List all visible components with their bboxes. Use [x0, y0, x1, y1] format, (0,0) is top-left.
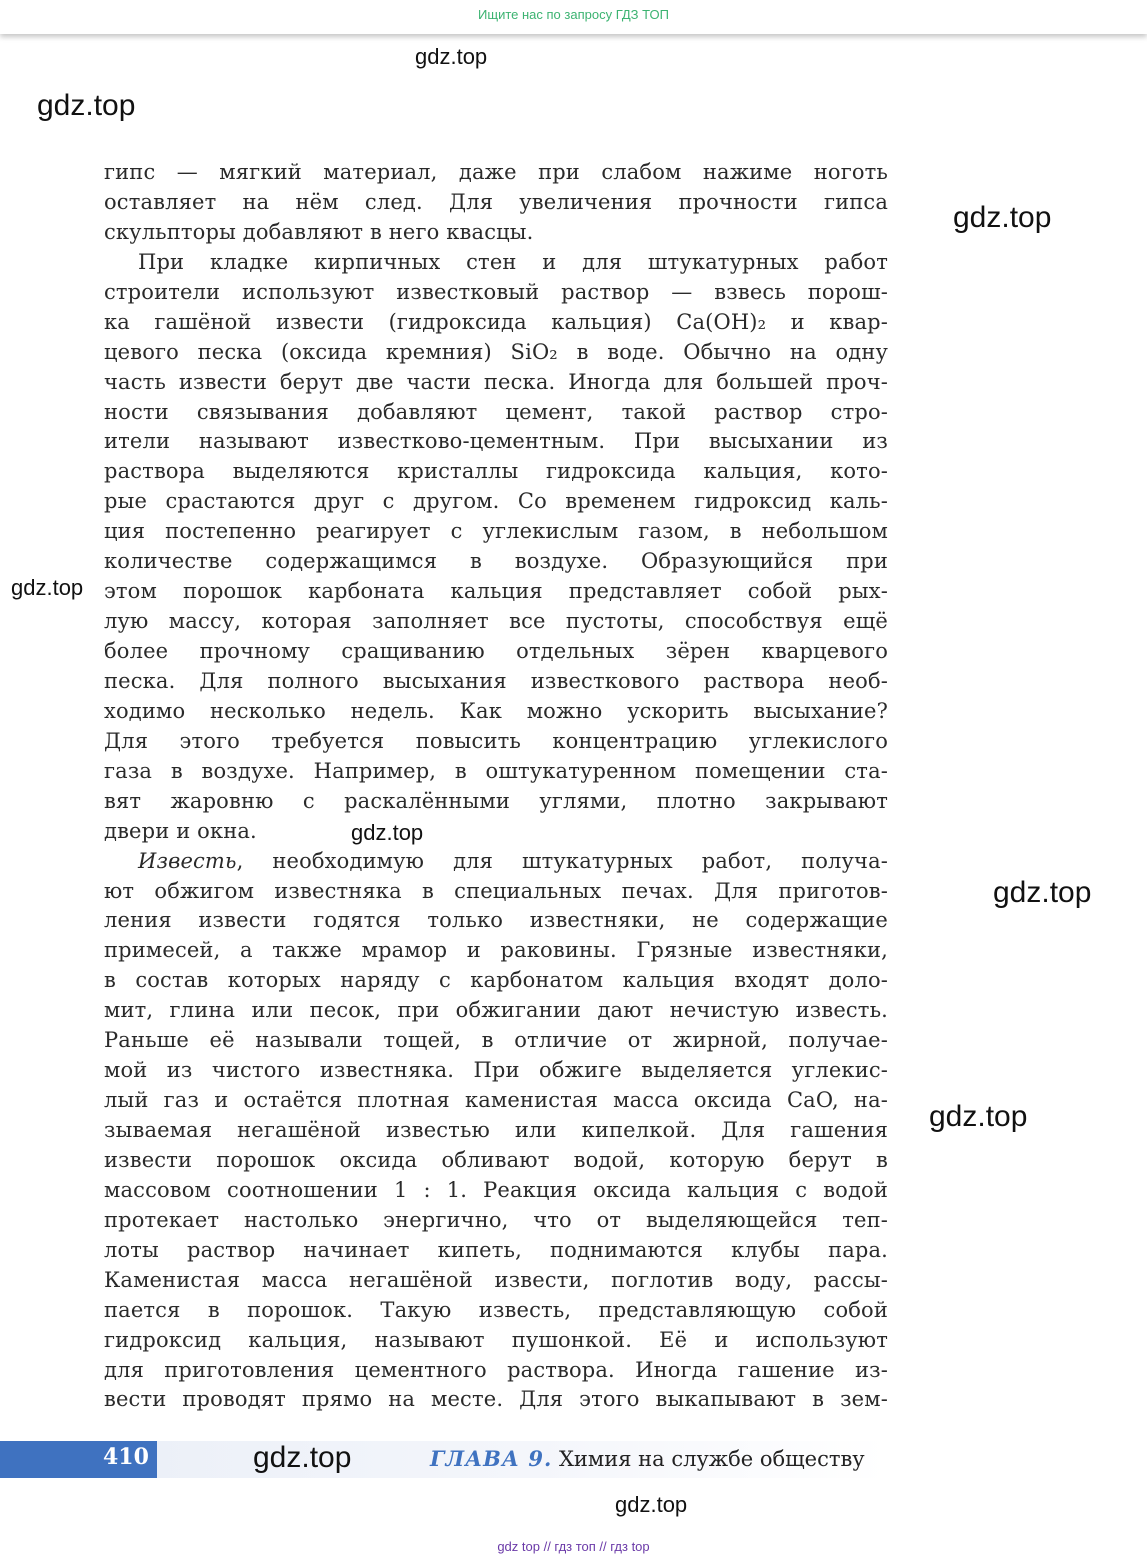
text-line: ходимо несколько недель. Как можно ускорить высыхание? [104, 698, 888, 723]
text-line: зываемая негашёной известью или кипелкой. Для гашения [104, 1118, 888, 1142]
text-line: раствора выделяются кристаллы гидроксида кальция, кото- [104, 459, 888, 484]
top-banner [0, 0, 1147, 34]
text-line: ности связывания добавляют цемент, такой раствор стро- [104, 399, 888, 424]
text-line: ители называют известково-цементным. При высыхании из [104, 429, 888, 454]
text-line: лый газ и остаётся плотная каменистая масса оксида CaO, на- [104, 1088, 888, 1113]
text-line: строители используют известковый раствор — взвесь порош- [104, 279, 888, 304]
text-line: вести проводят прямо на месте. Для этого выкапывают в зем- [104, 1387, 888, 1412]
watermark: gdz.top [953, 201, 1052, 234]
text-line: гидроксид кальция, называют пушонкой. Её и используют [104, 1327, 888, 1352]
text-line: оставляет на нём след. Для увеличения прочности гипса [104, 189, 888, 214]
text-line: Каменистая масса негашёной извести, поглотив воду, рассы- [104, 1267, 888, 1292]
text-line: извести порошок оксида обливают водой, которую берут в [104, 1147, 888, 1172]
chapter-title: Химия на службе обществу [558, 1447, 865, 1471]
text-line: ют обжигом известняка в специальных печах. Для приготов- [104, 878, 888, 903]
text-line: ция постепенно реагирует с углекислым газом, в небольшом [104, 519, 888, 544]
chapter-label: ГЛАВА 9. [430, 1446, 553, 1471]
text-line: этом порошок карбоната кальция представляет собой рых- [104, 579, 888, 604]
text-line: мит, глина или песок, при обжигании дают нечистую известь. [104, 998, 888, 1023]
text-line: гипс — мягкий материал, даже при слабом нажиме ноготь [104, 160, 888, 184]
watermark: gdz.top [37, 89, 136, 122]
text-line: массовом соотношении 1 : 1. Реакция оксида кальция с водой [104, 1177, 888, 1202]
text-line: протекает настолько энергично, что от выделяющейся теп- [104, 1207, 888, 1232]
text-line: более прочному сращиванию отдельных зёрен кварцевого [104, 639, 888, 663]
page-number: 410 [103, 1444, 149, 1470]
chapter-heading [430, 1446, 865, 1471]
text-line: пается в порошок. Такую известь, представляющую собой [104, 1297, 888, 1322]
text-line: количестве содержащимся в воздухе. Образующийся при [104, 549, 888, 574]
text-line: в состав которых наряду с карбонатом кальция входят доло- [104, 968, 888, 993]
text-line: песка. Для полного высыхания известкового раствора необ- [104, 668, 888, 693]
watermark: gdz.top [415, 44, 488, 69]
text-line: газа в воздухе. Например, в оштукатуренном помещении ста- [104, 758, 888, 783]
text-line: лую массу, которая заполняет все пустоты, способствуя ещё [104, 609, 888, 634]
text-line: скульпторы добавляют в него квасцы. [104, 219, 534, 244]
text-line: ка гашёной извести (гидроксида кальция) Ca(OH)₂ и квар- [104, 309, 888, 334]
text-line: ления извести годятся только известняки, не содержащие [104, 908, 888, 933]
page-body-text [104, 158, 888, 1415]
watermark: gdz.top [253, 1441, 352, 1474]
text-line: цевого песка (оксида кремния) SiO₂ в воде. Обычно на одну [104, 339, 888, 364]
watermark: gdz.top [993, 876, 1092, 909]
text-line: лоты раствор начинает кипеть, поднимаются клубы пара. [104, 1237, 888, 1262]
watermark: gdz.top [11, 575, 84, 600]
text-line: для приготовления цементного раствора. Иногда гашение из- [104, 1357, 888, 1382]
text-line: Для этого требуется повысить концентрацию углекислого [104, 728, 888, 753]
text-line: двери и окна. [104, 818, 257, 843]
top-banner-text: Ищите нас по запросу ГДЗ ТОП [478, 7, 669, 22]
text-line: Раньше её называли тощей, в отличие от жирной, получае- [104, 1028, 888, 1053]
bottom-links[interactable]: gdz top // гдз топ // гдз top [497, 1539, 650, 1554]
text-line: Известь, необходимую для штукатурных работ, получа- [138, 848, 888, 873]
text-line: вят жаровню с раскалёнными углями, плотно закрывают [104, 788, 888, 813]
watermark: gdz.top [615, 1492, 688, 1517]
text-line: При кладке кирпичных стен и для штукатурных работ [138, 249, 888, 274]
text-line: примесей, а также мрамор и раковины. Грязные известняки, [104, 938, 888, 963]
text-line: мой из чистого известняка. При обжиге выделяется углекис- [104, 1058, 888, 1083]
watermark: gdz.top [929, 1100, 1028, 1133]
text-line: рые срастаются друг с другом. Со временем гидроксид каль- [104, 489, 888, 514]
text-line: часть извести берут две части песка. Иногда для большей проч- [104, 369, 888, 394]
watermark: gdz.top [351, 820, 424, 845]
